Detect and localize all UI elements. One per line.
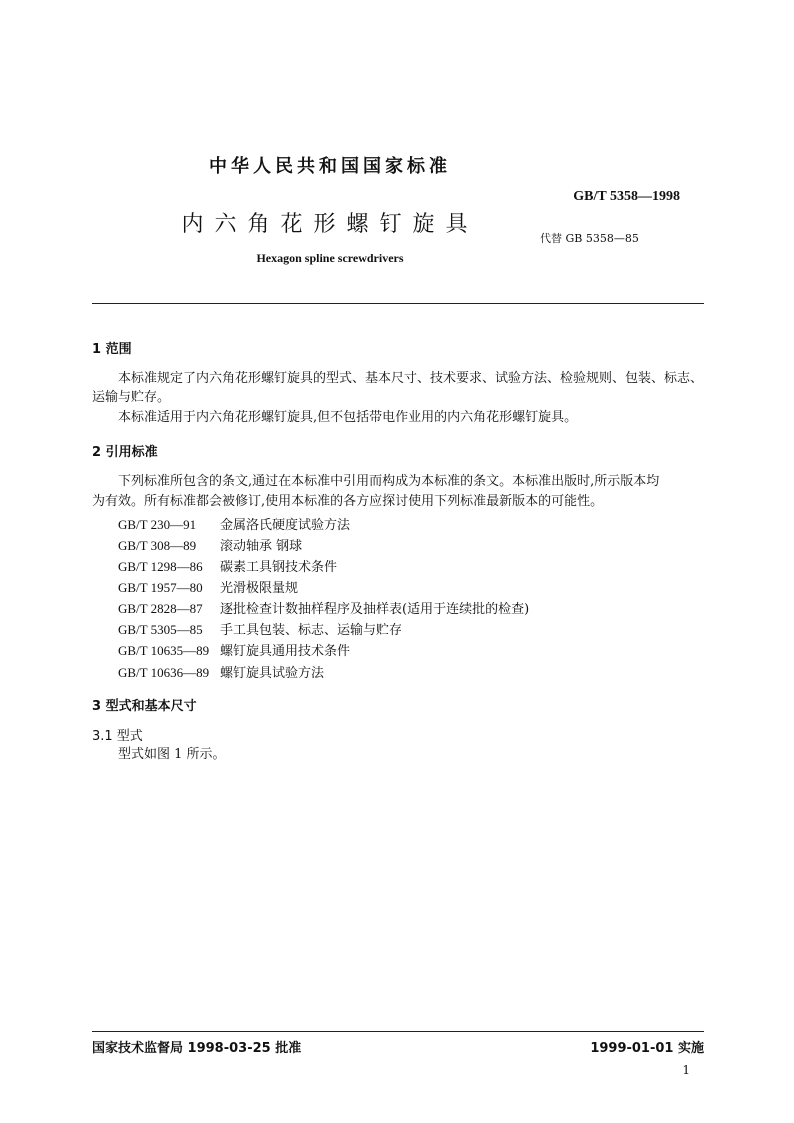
section-2-heading: 2 引用标准 xyxy=(92,445,158,460)
reference-code: GB/T 5305—85 xyxy=(118,622,203,637)
section-3-1-heading: 3.1 型式 xyxy=(92,729,143,744)
reference-title: 金属洛氏硬度试验方法 xyxy=(220,518,351,533)
reference-item xyxy=(118,598,529,617)
reference-code: GB/T 10636—89 xyxy=(118,665,210,680)
reference-item xyxy=(118,535,302,554)
reference-title: 逐批检查计数抽样程序及抽样表(适用于连续批的检查) xyxy=(220,602,530,617)
reference-title: 手工具包装、标志、运输与贮存 xyxy=(220,623,403,638)
national-standard-title: 中华人民共和国国家标准 xyxy=(209,156,451,177)
reference-title: 螺钉旋具通用技术条件 xyxy=(220,644,351,659)
reference-item xyxy=(118,619,402,638)
reference-code: GB/T 2828—87 xyxy=(118,601,203,616)
reference-code: GB/T 1957—80 xyxy=(118,580,203,595)
document-title-cn: 内六角花形螺钉旋具 xyxy=(181,212,479,237)
reference-item xyxy=(118,640,350,659)
replaces-standard: 代替 GB 5358—85 xyxy=(540,232,639,245)
reference-code: GB/T 230—91 xyxy=(118,517,197,532)
section-1-paragraph-1-line-1: 本标准规定了内六角花形螺钉旋具的型式、基本尺寸、技术要求、试验方法、检验规则、包装、标志、 xyxy=(118,371,704,386)
footer-divider xyxy=(92,1031,704,1032)
reference-item xyxy=(118,514,350,533)
document-title-en: Hexagon spline screwdrivers xyxy=(256,251,404,265)
reference-code: GB/T 308—89 xyxy=(118,538,197,553)
reference-title: 碳素工具钢技术条件 xyxy=(220,560,338,575)
reference-title: 螺钉旋具试验方法 xyxy=(220,666,325,681)
section-1-heading: 1 范围 xyxy=(92,342,132,357)
section-2-paragraph-1-line-2: 为有效。所有标准都会被修订,使用本标准的各方应探讨使用下列标准最新版本的可能性。 xyxy=(92,494,604,509)
reference-code: GB/T 1298—86 xyxy=(118,559,203,574)
reference-title: 光滑极限量规 xyxy=(220,581,299,596)
reference-item xyxy=(118,662,324,681)
section-2-paragraph-1-line-1: 下列标准所包含的条文,通过在本标准中引用而构成为本标准的条文。本标准出版时,所示版本均 xyxy=(118,474,660,489)
header-divider xyxy=(92,303,704,304)
section-3-heading: 3 型式和基本尺寸 xyxy=(92,699,197,714)
approval-line: 国家技术监督局 1998-03-25 批准 xyxy=(92,1041,302,1056)
section-1-paragraph-1-line-2: 运输与贮存。 xyxy=(92,390,171,405)
section-1-paragraph-2: 本标准适用于内六角花形螺钉旋具,但不包括带电作业用的内六角花形螺钉旋具。 xyxy=(118,410,578,425)
reference-item xyxy=(118,556,337,575)
standard-number: GB/T 5358—1998 xyxy=(573,189,680,204)
reference-code: GB/T 10635—89 xyxy=(118,643,210,658)
reference-item xyxy=(118,577,298,596)
section-3-1-paragraph: 型式如图 1 所示。 xyxy=(118,747,226,762)
page-number: 1 xyxy=(682,1063,690,1077)
effective-date: 1999-01-01 实施 xyxy=(590,1041,704,1056)
reference-title: 滚动轴承 钢球 xyxy=(220,539,303,554)
